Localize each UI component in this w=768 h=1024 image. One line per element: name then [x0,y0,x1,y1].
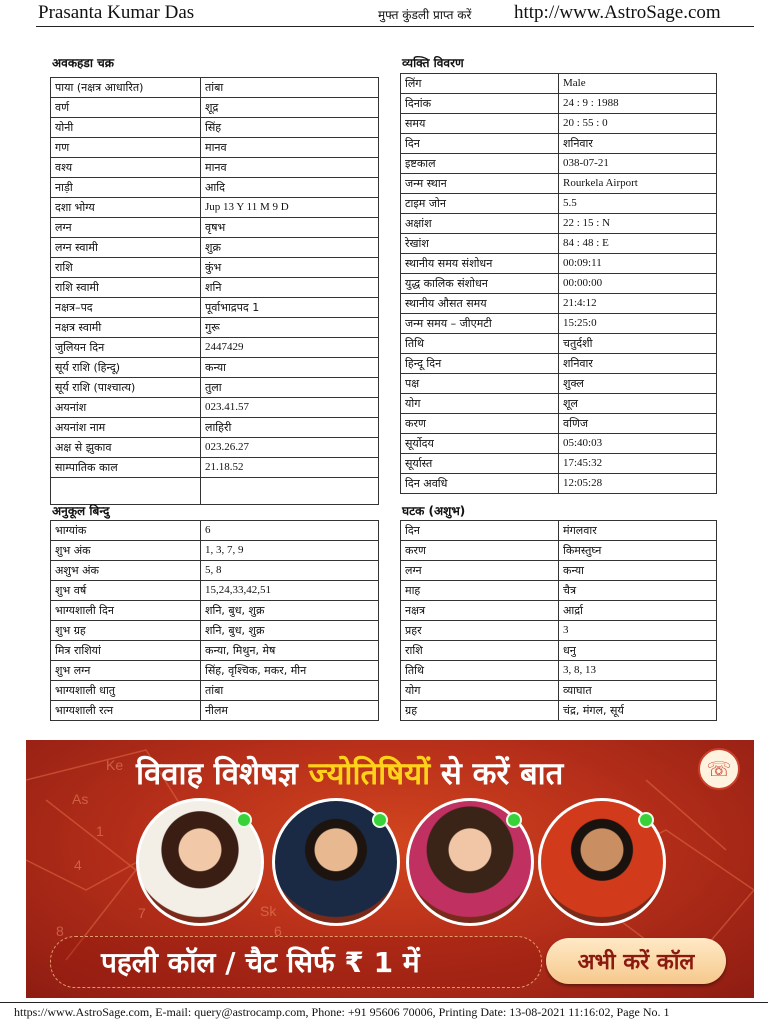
field-label: तिथि [401,334,559,354]
page-footer [0,1000,768,1024]
svg-text:As: As [72,791,89,807]
field-value: वणिज [559,414,717,434]
table-row [51,458,379,478]
table-row [401,641,717,661]
online-status-icon [506,812,522,828]
field-label: ग्रह [401,701,559,721]
empty-cell [51,478,201,505]
table-row [401,74,717,94]
table-row [401,521,717,541]
field-value: पूर्वाभाद्रपद 1 [201,298,379,318]
field-value: वृषभ [201,218,379,238]
table-row [401,414,717,434]
field-value: 3 [559,621,717,641]
field-value: 17:45:32 [559,454,717,474]
field-value: 023.26.27 [201,438,379,458]
field-value: 2447429 [201,338,379,358]
table-row [401,474,717,494]
field-value: शूद्र [201,98,379,118]
field-label: भाग्यांक [51,521,201,541]
field-label: लिंग [401,74,559,94]
field-label: योग [401,681,559,701]
svg-text:7: 7 [138,905,146,921]
field-label: करण [401,414,559,434]
field-label: नक्षत्र स्वामी [51,318,201,338]
field-value: गुरू [201,318,379,338]
table-row [51,258,379,278]
field-value: शुक्र [201,238,379,258]
field-label: योनी [51,118,201,138]
table-row [401,581,717,601]
field-value: शनिवार [559,354,717,374]
field-value: धनु [559,641,717,661]
field-label: दिन अवधि [401,474,559,494]
field-label: माह [401,581,559,601]
footer-rule [0,1002,768,1003]
table-row [401,174,717,194]
field-label: प्रहर [401,621,559,641]
field-label: अशुभ अंक [51,561,201,581]
field-label: दशा भोग्य [51,198,201,218]
field-label: शुभ ग्रह [51,621,201,641]
field-label: नाड़ी [51,178,201,198]
field-value: नीलम [201,701,379,721]
online-status-icon [638,812,654,828]
table-row [401,621,717,641]
table-row [51,238,379,258]
field-value: 22 : 15 : N [559,214,717,234]
table-filler-row [51,478,379,505]
field-value: आदि [201,178,379,198]
field-label: भाग्यशाली रत्न [51,701,201,721]
field-value: तांबा [201,78,379,98]
field-label: दिन [401,134,559,154]
table-row [51,418,379,438]
field-label: दिन [401,521,559,541]
field-label: सूर्य राशि (हिन्दू) [51,358,201,378]
first-call-offer: पहली कॉल / चैट सिर्फ ₹ 1 में [50,936,542,988]
field-label: अयनांश [51,398,201,418]
field-value: शनि, बुध, शुक्र [201,601,379,621]
field-value: व्याघात [559,681,717,701]
field-label: रेखांश [401,234,559,254]
field-value: शुक्ल [559,374,717,394]
site-url-link[interactable]: http://www.AstroSage.com [514,2,721,23]
table-row [401,334,717,354]
table-row [401,314,717,334]
field-value: Jup 13 Y 11 M 9 D [201,198,379,218]
field-label: अक्ष से झुकाव [51,438,201,458]
table-row [51,278,379,298]
field-value: कन्या [559,561,717,581]
svg-text:Sk: Sk [260,903,277,919]
table-row [51,218,379,238]
field-label: सूर्योदय [401,434,559,454]
field-label: मित्र राशियां [51,641,201,661]
table-row [51,398,379,418]
svg-text:4: 4 [74,857,82,873]
table-row [401,234,717,254]
field-label: राशि स्वामी [51,278,201,298]
ghatak-title: घटक (अशुभ) [402,504,466,518]
field-label: इष्टकाल [401,154,559,174]
footer-contact-text: https://www.AstroSage.com, E-mail: query@astrocamp.com, Phone: +91 95606 70006, Printing Date: 13-08-2021 11:16:02, Page No. 1 [14,1005,670,1019]
field-label: राशि [401,641,559,661]
field-value: मानव [201,138,379,158]
table-row [401,94,717,114]
field-value: तांबा [201,681,379,701]
person-name: Prasanta Kumar Das [38,2,195,23]
field-value: मंगलवार [559,521,717,541]
field-label: करण [401,541,559,561]
field-label: अक्षांश [401,214,559,234]
table-row [51,198,379,218]
table-row [401,541,717,561]
field-value: सिंह, वृश्चिक, मकर, मीन [201,661,379,681]
free-kundli-link[interactable]: मुफ्त कुंडली प्राप्त करें [378,8,472,22]
table-row [51,521,379,541]
field-label: शुभ लग्न [51,661,201,681]
field-value: 3, 8, 13 [559,661,717,681]
field-label: शुभ अंक [51,541,201,561]
table-row [401,661,717,681]
banner-headline: विवाह विशेषज्ञ ज्योतिषियों से करें बात [136,756,564,792]
table-row [401,374,717,394]
table-row [401,194,717,214]
table-row [401,681,717,701]
table-row [51,98,379,118]
field-value: 6 [201,521,379,541]
field-value: शनि, बुध, शुक्र [201,621,379,641]
field-value: Male [559,74,717,94]
field-value: 00:00:00 [559,274,717,294]
field-label: गण [51,138,201,158]
field-label: तिथि [401,661,559,681]
field-value: 1, 3, 7, 9 [201,541,379,561]
field-label: जन्म स्थान [401,174,559,194]
field-label: भाग्यशाली दिन [51,601,201,621]
field-value: कुंभ [201,258,379,278]
field-value: चंद्र, मंगल, सूर्य [559,701,717,721]
table-row [401,561,717,581]
phone-call-icon[interactable]: ☏ [698,748,740,790]
table-row [51,118,379,138]
field-label: जन्म समय – जीएमटी [401,314,559,334]
field-value: शनिवार [559,134,717,154]
anukul-title: अनुकूल बिन्दु [52,504,110,518]
field-value: 15:25:0 [559,314,717,334]
svg-text:8: 8 [56,923,64,939]
field-label: योग [401,394,559,414]
field-label: दिनांक [401,94,559,114]
field-label: लग्न स्वामी [51,238,201,258]
field-value: 21.18.52 [201,458,379,478]
field-label: वश्य [51,158,201,178]
field-value: 12:05:28 [559,474,717,494]
field-label: नक्षत्र [401,601,559,621]
table-row [51,438,379,458]
table-row [401,701,717,721]
table-row [51,318,379,338]
field-value: 038-07-21 [559,154,717,174]
field-label: पक्ष [401,374,559,394]
field-label: समय [401,114,559,134]
field-value: चैत्र [559,581,717,601]
field-value: लाहिरी [201,418,379,438]
field-value: 84 : 48 : E [559,234,717,254]
table-row [51,601,379,621]
table-row [401,134,717,154]
table-row [51,138,379,158]
field-label: नक्षत्र–पद [51,298,201,318]
vyakti-table [400,73,717,494]
field-value: शूल [559,394,717,414]
field-label: स्थानीय औसत समय [401,294,559,314]
field-value: 00:09:11 [559,254,717,274]
field-value: कन्या, मिथुन, मेष [201,641,379,661]
field-value: किमस्तुघ्न [559,541,717,561]
table-row [51,158,379,178]
table-row [51,701,379,721]
table-row [51,338,379,358]
field-label: युद्ध कालिक संशोधन [401,274,559,294]
anukul-table [50,520,379,721]
online-status-icon [236,812,252,828]
field-value: चतुर्दशी [559,334,717,354]
table-row [51,541,379,561]
field-label: अयनांश नाम [51,418,201,438]
table-row [401,434,717,454]
table-row [51,178,379,198]
avakahada-title: अवकहडा चक्र [52,56,114,70]
field-label: टाइम जोन [401,194,559,214]
table-row [401,294,717,314]
svg-text:Ke: Ke [106,757,124,773]
field-label: सूर्यास्त [401,454,559,474]
table-row [51,561,379,581]
table-row [401,394,717,414]
field-label: जुलियन दिन [51,338,201,358]
field-value: मानव [201,158,379,178]
field-label: हिन्दू दिन [401,354,559,374]
empty-cell [201,478,379,505]
field-label: शुभ वर्ष [51,581,201,601]
table-row [51,661,379,681]
field-label: सूर्य राशि (पाश्चात्य) [51,378,201,398]
field-value: 05:40:03 [559,434,717,454]
field-value: 5.5 [559,194,717,214]
field-label: लग्न [401,561,559,581]
table-row [401,114,717,134]
vyakti-title: व्यक्ति विवरण [402,56,464,70]
field-value: तुला [201,378,379,398]
field-value: 5, 8 [201,561,379,581]
field-value: 20 : 55 : 0 [559,114,717,134]
header-rule [36,26,754,27]
field-value: शनि [201,278,379,298]
table-row [51,641,379,661]
field-label: वर्ण [51,98,201,118]
table-row [401,601,717,621]
field-value: कन्या [201,358,379,378]
table-row [51,298,379,318]
field-value: 21:4:12 [559,294,717,314]
field-value: 24 : 9 : 1988 [559,94,717,114]
table-row [401,354,717,374]
field-value: आर्द्रा [559,601,717,621]
field-value: 023.41.57 [201,398,379,418]
field-label: साम्पातिक काल [51,458,201,478]
field-label: स्थानीय समय संशोधन [401,254,559,274]
svg-text:1: 1 [96,823,104,839]
table-row [401,454,717,474]
table-row [51,378,379,398]
table-row [51,78,379,98]
field-value: 15,24,33,42,51 [201,581,379,601]
field-label: भाग्यशाली धातु [51,681,201,701]
field-value: सिंह [201,118,379,138]
astrologer-banner-ad[interactable] [26,740,754,998]
table-row [401,154,717,174]
table-row [51,358,379,378]
table-row [401,274,717,294]
ghatak-table [400,520,717,721]
avakahada-table [50,77,379,505]
table-row [51,581,379,601]
table-row [401,254,717,274]
field-label: लग्न [51,218,201,238]
svg-text:6: 6 [274,923,282,939]
online-status-icon [372,812,388,828]
field-label: राशि [51,258,201,278]
call-now-button[interactable]: अभी करें कॉल [546,938,726,984]
table-row [51,621,379,641]
page-header [0,0,768,28]
table-row [51,681,379,701]
field-label: पाया (नक्षत्र आधारित) [51,78,201,98]
field-value: Rourkela Airport [559,174,717,194]
table-row [401,214,717,234]
